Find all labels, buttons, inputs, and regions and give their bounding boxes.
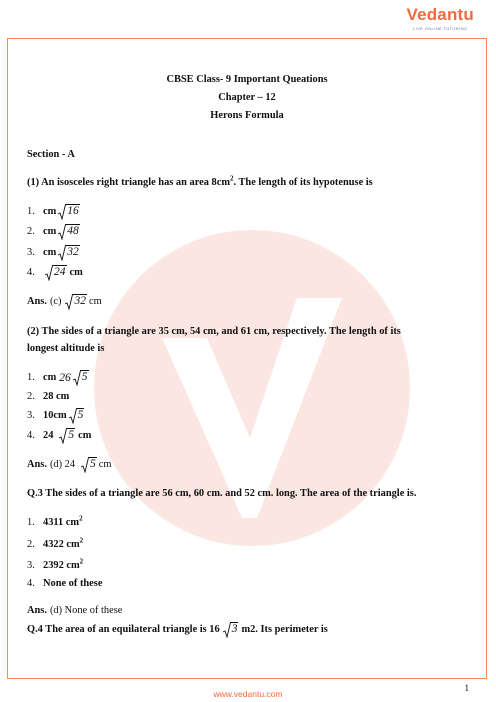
brand-name: Vedantu <box>406 5 474 24</box>
q1-prefix: (1) An isosceles right triangle has an area 8cm <box>27 177 230 188</box>
sqrt-symbol <box>223 622 239 638</box>
option-text: 4322 cm <box>43 539 80 550</box>
q2-answer <box>27 457 112 473</box>
option-text: 4311 cm <box>43 517 80 528</box>
option-prefix: cm <box>43 206 57 217</box>
option-text: None of these <box>43 578 103 589</box>
option-number: 1. <box>27 206 35 217</box>
radicand: 32 <box>66 245 80 261</box>
option-suffix: cm <box>69 267 83 278</box>
brand-tagline: LIVE ONLINE TUTORING <box>412 26 468 31</box>
radicand: 5 <box>89 457 97 473</box>
radicand: 24 <box>53 265 67 281</box>
answer-label: Ans. <box>27 459 47 470</box>
answer-unit: cm <box>98 459 112 470</box>
option-number: 3. <box>27 560 35 571</box>
q3-option-3 <box>27 559 83 573</box>
option-number: 2. <box>27 391 35 402</box>
document-title: CBSE Class- 9 Important Queations <box>166 74 328 85</box>
q3-answer <box>27 604 122 618</box>
page-number: 1 <box>464 683 469 693</box>
sqrt-symbol <box>59 428 75 444</box>
sqrt-symbol <box>65 294 87 310</box>
q4-prefix: Q.4 The area of an equilateral triangle is 16 <box>27 624 220 635</box>
q1-suffix: . The length of its hypotenuse is <box>233 177 373 188</box>
option-number: 4. <box>27 430 35 441</box>
radicand: 16 <box>66 204 80 220</box>
option-text: 2392 cm <box>43 560 80 571</box>
option-prefix: cm <box>43 372 57 383</box>
q1-option-4 <box>27 265 83 281</box>
answer-label: Ans. <box>27 296 47 307</box>
radicand: 32 <box>73 294 87 310</box>
option-number: 3. <box>27 410 35 421</box>
q1-option-3 <box>27 245 80 261</box>
q2-option-2 <box>27 390 69 404</box>
q2-option-4 <box>27 428 91 444</box>
sqrt-symbol <box>45 265 67 281</box>
sqrt-symbol <box>69 408 85 424</box>
option-number: 2. <box>27 539 35 550</box>
radicand: 48 <box>66 224 80 240</box>
option-number: 1. <box>27 372 35 383</box>
option-number: 3. <box>27 247 35 258</box>
question-1 <box>27 176 373 190</box>
brand-logo <box>406 5 474 31</box>
topic-label: Herons Formula <box>210 110 284 121</box>
option-sup: 2 <box>79 557 84 566</box>
q3-option-1 <box>27 516 83 530</box>
question-2-line-2: longest altitude is <box>27 343 105 354</box>
chapter-label: Chapter – 12 <box>218 92 276 103</box>
option-prefix: 24 <box>43 430 54 441</box>
section-label: Section - A <box>27 149 75 160</box>
sqrt-symbol <box>58 204 80 220</box>
sqrt-symbol <box>81 457 97 473</box>
question-3: Q.3 The sides of a triangle are 56 cm, 60 cm. and 52 cm. long. The area of the triangle is. <box>27 488 417 499</box>
q2-option-3 <box>27 408 84 424</box>
option-number: 1. <box>27 517 35 528</box>
q2-option-1 <box>27 370 89 386</box>
q1-sup: 2 <box>229 174 234 183</box>
radicand: 5 <box>67 428 75 444</box>
sqrt-symbol <box>58 245 80 261</box>
q4-suffix: m2. Its perimeter is <box>241 624 328 635</box>
answer-choice: (d) None of these <box>49 605 123 616</box>
option-number: 4. <box>27 267 35 278</box>
q3-option-4 <box>27 577 102 591</box>
option-number: 4. <box>27 578 35 589</box>
answer-label: Ans. <box>27 605 47 616</box>
option-prefix: 28 cm <box>43 391 70 402</box>
answer-unit: cm <box>88 296 102 307</box>
option-sup: 2 <box>79 514 83 523</box>
q1-option-2 <box>27 224 80 240</box>
sqrt-symbol <box>58 224 80 240</box>
option-number: 2. <box>27 226 35 237</box>
option-prefix: cm <box>43 226 57 237</box>
answer-choice: (d) 24 <box>49 459 76 470</box>
radicand: 3 <box>231 622 239 638</box>
question-4 <box>27 622 328 638</box>
option-suffix: cm <box>78 430 92 441</box>
answer-choice: (c) <box>49 296 62 307</box>
option-sup: 2 <box>79 536 84 545</box>
radicand: 5 <box>77 408 85 424</box>
q1-option-1 <box>27 204 80 220</box>
option-prefix: 10cm <box>43 410 67 421</box>
option-coefficient: 26 <box>59 372 71 384</box>
option-prefix: cm <box>43 247 57 258</box>
sqrt-symbol <box>73 370 89 386</box>
radicand: 5 <box>81 370 89 386</box>
q1-answer <box>27 294 102 310</box>
question-2-line-1: (2) The sides of a triangle are 35 cm, 54 cm, and 61 cm, respectively. The length of its <box>27 326 401 337</box>
q3-option-2 <box>27 538 83 552</box>
footer-url-link[interactable]: www.vedantu.com <box>213 689 283 699</box>
